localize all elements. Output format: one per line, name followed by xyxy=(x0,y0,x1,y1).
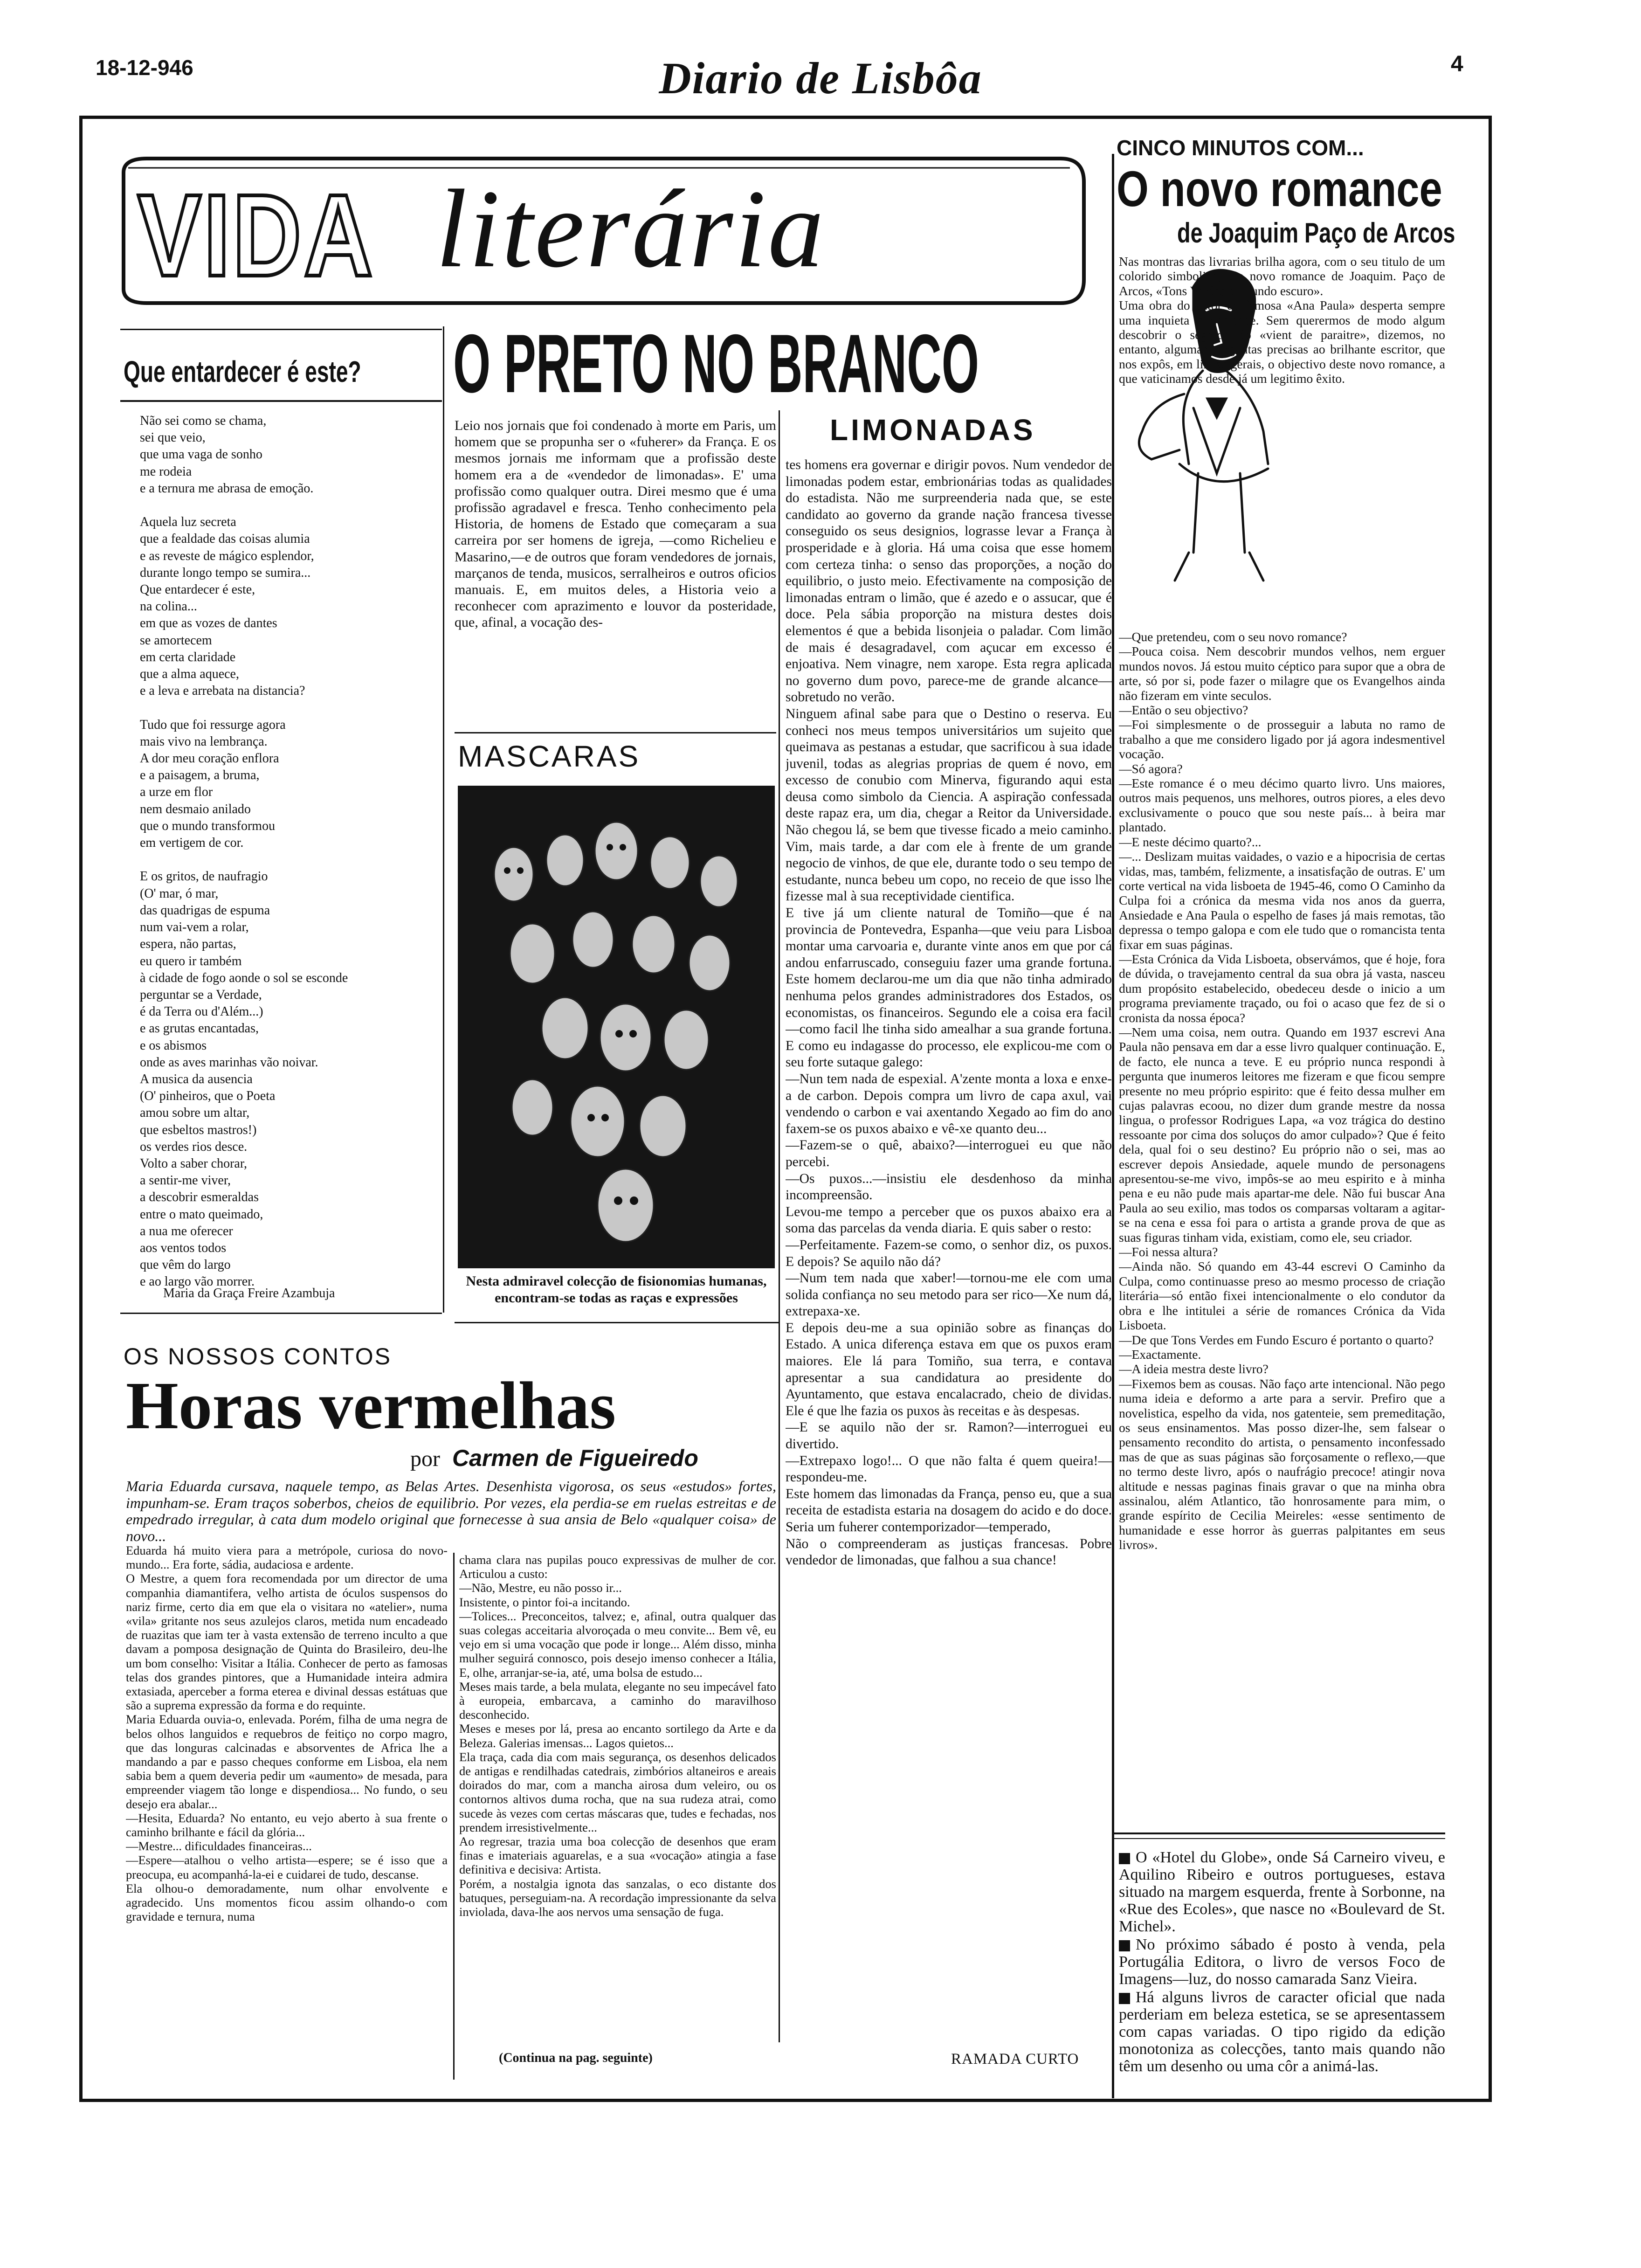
interview-divider xyxy=(1112,154,1114,2098)
poem-column-rule xyxy=(443,326,444,1313)
poem-author: Maria da Graça Freire Azambuja xyxy=(163,1286,335,1300)
poem-title: Que entardecer é este? xyxy=(124,355,361,388)
note-item xyxy=(1119,1849,1445,1935)
column-divider xyxy=(779,410,780,2042)
notes-list xyxy=(1119,1849,1445,2075)
column-title: O PRETO NO BRANCO xyxy=(453,317,979,410)
page-date: 18-12-946 xyxy=(96,55,193,80)
interview-subtitle: de Joaquim Paço de Arcos xyxy=(1177,217,1455,249)
column-author: RAMADA CURTO xyxy=(951,2051,1079,2067)
banner-literaria-word: literária xyxy=(436,166,826,290)
poem-bottom-rule xyxy=(120,1313,442,1314)
column-lead: Leio nos jornais que foi condenado à morte em Paris, um homem que se propunha ser o «fuherer» da França. E os mesmos jornais me informam que a profissão deste homem era a de «vendedor de limonadas». E' uma profissão como qualquer outra. Direi mesmo que é uma profissão agradavel e fresca. Tenho conhecimento pela Historia, de homens de Estado que começaram a sua carreira por ser homens de igreja, —como Richelieu e Masarino,—e de outros que foram vendedores de jornais, marçanos de tenda, musicos, serralheiros e outros oficios manuais. E, em muitos deles, a Historia veio a reconhecer com aprazimento e louvor da posteridade, que, afinal, a vocação des- xyxy=(455,418,776,630)
notes-rule-top xyxy=(1114,1832,1445,1834)
note-text: O «Hotel du Globe», onde Sá Carneiro viveu, e Aquilino Ribeiro e outros portugueses, estava situado na margem esquerda, frente à Sorbonne, na «Rue des Ecoles», que nasce no «Boulevard de St. Michel». xyxy=(1119,1849,1445,1935)
story-byline-author: Carmen de Figueiredo xyxy=(452,1445,698,1471)
masks-top-rule xyxy=(455,732,776,733)
masks-caption: Nesta admiravel colecção de fisionomias humanas, encontram-se todas as raças e expressões xyxy=(466,1273,767,1306)
story-byline xyxy=(410,1445,698,1472)
note-item xyxy=(1119,1989,1445,2075)
poem-top-rule xyxy=(120,329,442,330)
interview-title: O novo romance xyxy=(1117,160,1442,217)
story-column-1: Eduarda há muito viera para a metrópole, curiosa do novo-mundo... Era forte, sádia, audaciosa e ardente. O Mestre, a quem fora recomendada por um director de uma companhia diamantifera, velho artista de óculos suspensos do nariz firme, certo dia em que ela o visitara no «atelier», numa «vila» gritante nos seus azulejos claros, metida num encadeado de ruazitas que iam ter à vasta extensão de terreno inculto a que davam a pomposa designação de Quinta do Brasileiro, deu-lhe um bom conselho: Visitar a Itália. Conhecer de perto as famosas telas dos grandes pintores, que a Humanidade inteira admira extasiada, aperceber a forma eterea e divinal dessas estátuas que são a suprema expressão da forma e do requinte. Maria Eduarda ouvia-o, enlevada. Porém, filha de uma negra de belos olhos languidos e requebros de feitiço no corpo magro, que das longuras calcinadas e absorventes de Africa lhe a mandando a par e passo cheques conforme em Lisboa, ela nem sabia bem a quem deveria pedir um «aumento» de mesada, para empreender viagem tão longe e dispendiosa... No fundo, o seu desejo era abalar... —Hesita, Eduarda? No entanto, eu vejo aberto à sua frente o caminho brilhante e fácil da glória... —Mestre... dificuldades financeiras... —Espere—atalhou o velho artista—espere; se é isso que a preocupa, eu acompanhá-la-ei e cuidarei de tudo, descanse. Ela olhou-o demoradamente, num olhar envolvente e agradecido. Uns momentos ficou assim olhando-o com gravidade e ternura, numa xyxy=(126,1543,448,1924)
story-title: Horas vermelhas xyxy=(126,1369,616,1443)
story-continued: (Continua na pag. seguinte) xyxy=(499,2051,653,2065)
masthead: Diario de Lisbôa xyxy=(659,53,982,103)
notes-rule-top-inner xyxy=(1114,1838,1445,1839)
note-text: No próximo sábado é posto à venda, pela Portugália Editora, o livro de versos Foco de Imagens—luz, do nosso camarada Sanz Vieira. xyxy=(1119,1936,1445,1988)
poem-title-rule xyxy=(120,400,442,402)
poem-body: Não sei como se chama, sei que veio, que uma vaga de sonho me rodeia e a ternura me abrasa de emoção. Aquela luz secreta que a fealdade das coisas alumia e as reveste de mágico esplendor, durante longo tempo se sumira... Que entardecer é este, na colina... em que as vozes de dantes se amortecem em certa claridade que a alma aquece, e a leva e arrebata na distancia? Tudo que foi ressurge agora mais vivo na lembrança. A dor meu coração enflora e a paisagem, a bruma, a urze em flor nem desmaio anilado que o mundo transformou em vertigem de cor. E os gritos, de naufragio (O' mar, ó mar, das quadrigas de espuma num vai-vem a rolar, espera, não partas, eu quero ir também à cidade de fogo aonde o sol se esconde perguntar se a Verdade, é da Terra ou d'Além...) e as grutas encantadas, e os abismos onde as aves marinhas vão noivar. A musica da ausencia (O' pinheiros, que o Poeta amou sobre um altar, que esbeltos mastros!) os verdes rios desce. Volto a saber chorar, a sentir-me viver, a descobrir esmeraldas entre o mato queimado, a nua me oferecer aos ventos todos que vêm do largo e ao largo vão morrer. xyxy=(140,414,348,1289)
column-subtitle: LIMONADAS xyxy=(830,413,1036,447)
story-column-rule xyxy=(453,1553,455,2080)
interview-lead: Nas montras das livrarias brilha agora, com o seu titulo de um colorido simbolico, um novo romance de Joaquim. Paço de Arcos, «Tons Verdes em fundo escuro». Uma obra do autor da famosa «Ana Paula» desperta sempre uma inquieta curiosidade. Sem querermos de modo algum descobrir o segredo do «vient de paraitre», dizemos, no entanto, algumas perguntas precisas ao brilhante escritor, que nos expôs, em linhas gerais, o objectivo deste novo romance, a que vaticinamos desde já um legitimo êxito. xyxy=(1119,254,1445,386)
story-intro: Maria Eduarda cursava, naquele tempo, as Belas Artes. Desenhista vigorosa, os seus «estudos» fortes, impunham-se. Eram traços soberbos, cheios de equilibrio. Por vezes, ela perdia-se em ruelas estreitas e de empedrado irregular, à cata dum modelo original que fornecesse à sua ansia de Belo «qualquer coisa» de novo... xyxy=(126,1478,776,1544)
page-number: 4 xyxy=(1451,52,1463,76)
story-byline-prefix: por xyxy=(410,1446,440,1471)
masks-heading: MASCARAS xyxy=(458,740,641,773)
interview-body: —Que pretendeu, com o seu novo romance? —Pouca coisa. Nem descobrir mundos velhos, nem erguer mundos novos. Já estou muito céptico para supor que a obra de arte, só por si, pode fazer o milagre que os Evangelhos ainda não fizeram em vinte seculos. —Então o seu objectivo? —Foi simplesmente o de prosseguir a labuta no ramo de trabalho a que me considero ligado por já agora indesmentivel vocação. —Só agora? —Este romance é o meu décimo quarto livro. Uns maiores, outros mais pequenos, uns melhores, outros piores, a eles devo exclusivamente o pouco que sou neste país... à beira mar plantado. —E neste décimo quarto?... —... Deslizam muitas vaidades, o vazio e a hipocrisia de certas vidas, mas, também, felizmente, a insatisfação de outras. E' um corte vertical na vida lisboeta de 1945-46, como O Caminho da Culpa foi a crónica da mesma vida nos anos da guerra, Ansiedade e Ana Paula o espelho de fases já mais remotas, tão depressa o tempo galopa e com ele tudo que o romancista tenta fixar em suas páginas. —Esta Crónica da Vida Lisboeta, observámos, que é hoje, fora de dúvida, o travejamento central da sua obra já vasta, nasceu dum propósito estabelecido, obedeceu desde o inicio a um programa previamente traçado, ou foi o acaso que fez de si o cronista da nossa época? —Nem uma coisa, nem outra. Quando em 1937 escrevi Ana Paula não pensava em dar a esse livro qualquer continuação. E, de facto, ele nunca a teve. E eu próprio nunca respondi à pergunta que inumeros leitores me fizeram e que ficou sempre presente no meu próprio espirito: que é feito dessa mulher em cujas palavras ecoou, no dizer dum grande mestre da nossa lingua, o professor Rodrigues Lapa, «a voz trágica do destino ressoante por cima dos soluços do amor culpado»? Que é feito dela, qual foi o seu destino? Eu próprio não o sei, mas ao escrever depois Ansiedade, aquele mundo de personagens apresentou-se-me vivo, impôs-se ao meu espirito e à minha pena e eu não pude mais apartar-me dele. Não fui buscar Ana Paula ao seu exilio, mas todos os comparsas voltaram a agitar-se na cena e essa foi para o artista a grande prova de que as suas figuras tinham vida, existiam, como ele, seu criador. —Foi nessa altura? —Ainda não. Só quando em 43-44 escrevi O Caminho da Culpa, como continuasse preso ao mesmo processo de criação literária—só então fixei intencionalmente o elo condutor da obra e lhe intitulei a série de romances Crónica da Vida Lisboeta. —De que Tons Verdes em Fundo Escuro é portanto o quarto? —Exactamente. —A ideia mestra deste livro? —Fixemos bem as cousas. Não faço arte intencional. Não pego numa ideia e deformo a arte para a servir. Prefiro que a novelistica, espelho da vida, nos gatenteie, sem premeditação, os seus ensinamentos. Mas posso dizer-lhe, sem falsear o pensamento recondito do artista, o pensamento inconfessado mas de que as suas páginas são forçosamente o reflexo,—que no termo deste livro, após o naufrágio precoce! atingir nova altitude e nessas paginas finais gravar o que na minha obra assinalou, além Atlantico, tão honrosamente para mim, o grande espírito de Cecilia Meireles: «esse sentimento de humanidade e esse horror às guerras palpitantes em seus livros». xyxy=(1119,629,1445,1552)
story-column-2: chama clara nas pupilas pouco expressivas de mulher de cor. Articulou a custo: —Não, Mestre, eu não posso ir... Insistente, o pintor foi-a incitando. —Tolices... Preconceitos, talvez; e, afinal, outra qualquer das suas colegas acceitaria alvoroçada o meu convite... Bem vê, eu vejo em si uma vocação que pode ir longe... Além disso, minha mulher seguirá connosco, pois desejo imenso conhecer a Itália, E, olhe, arranjar-se-ia, até, uma bolsa de estudo... Meses mais tarde, a bela mulata, elegante no seu impecável fato à europeia, embarcava, a caminho do maravilhoso desconhecido. Meses e meses por lá, presa ao encanto sortilego da Arte e da Beleza. Galerias imensas... Lagos quietos... Ela traça, cada dia com mais segurança, os desenhos delicados de antigas e rendilhadas catedrais, zimbórios altaneiros e areais doirados do mar, com a mancha airosa dum veleiro, ou os contornos altivos duma rocha, que na sua rudeza atrai, como sucede às vezes com certas máscaras que, tudes e fechadas, nos prendem irresistivelmente... Ao regresar, trazia uma boa colecção de desenhos que eram finas e imateriais aguarelas, e a sua «vocação» atingia a fase definitiva e decisiva: Artista. Porém, a nostalgia ignota das sanzalas, o eco distante dos batuques, perseguiam-na. A recordação impressionante da selva inviolada, dava-lhe aos nervos uma sensação de fuga. xyxy=(459,1553,776,1919)
story-section: OS NOSSOS CONTOS xyxy=(124,1343,392,1369)
column-body: tes homens era governar e dirigir povos. Num vendedor de limonadas podem estar, embrionárias todas as qualidades do estadista. Não me surpreenderia nada que, se este candidato ao governo da grande nação francesa tivesse conseguido os seus designios, lograsse levar a França à prosperidade e à gloria. Há uma coisa que esse homem com certeza tinha: o senso das proporções, a noção do equilibrio, o justo meio. Efectivamente na composição de limonadas entram o limão, que é azedo e o assucar, que é doce. Pela sábia proporção na mistura destes dois elementos é que a bebida lisonjeia o paladar. Com limão de mais é desagradavel, com açucar em excesso é enjoativa. Nem vinagre, nem xarope. Esta regra aplicada no governo dum povo, parece-me de grande alcance—sobretudo no verão. Ninguem afinal sabe para que o Destino o reserva. Eu conheci nos meus tempos universitários um sujeito que queimava as pestanas a estudar, que sacrificou à sua idade juvenil, todas as alegrias proprias de quem é novo, em excesso de conubio com Minerva, figurando aqui esta deusa como simbolo da Ciencia. A aspiração confessada deste rapaz era, um dia, chegar a Reitor da Universidade. Não chegou lá, se bem que tivesse ficado a meio caminho. Vim, mais tarde, a dar com ele à frente de um grande negocio de vinhos, de que ele, durante todo o seu tempo de estudante, nunca bebeu um copo, no receio de que isso lhe fizesse mal à sua receptividade cientifica. E tive já um cliente natural de Tomiño—que é na provincia de Pontevedra, Espanha—que veiu para Lisboa montar uma carvoaria e, durante vinte anos em que por cá andou enfarruscado, conseguiu fazer uma grande fortuna. Este homem declarou-me um dia que não tinha admirado nenhuma pelos grandes administradores dos Estados, os economistas, os financeiros. Segundo ele a coisa era facil—como facil lhe tinha sido amealhar a sua grande fortuna. E como eu indagasse do processo, ele explicou-me com o seu forte sutaque galego: —Nun tem nada de espexial. A'zente monta a loxa e enxe-a de carbon. Depois compra um livro de capa axul, vai vendendo o carbon e vai axentando Xegado ao fim do ano faxem-se os puxos abaixo e vê-xe quanto deu... —Fazem-se o quê, abaixo?—interroguei eu que não percebi. —Os puxos...—insistiu ele desdenhoso da minha incompreensão. Levou-me tempo a perceber que os puxos abaixo era a soma das parcelas da venda diaria. E quis saber o resto: —Perfeitamente. Fazem-se como, o senhor diz, os puxos. E depois? Se aquilo não dá? —Num tem nada que xaber!—tornou-me ele com uma solida confiança no seu metodo para ser rico—Xe num dá, extrepaxa-xe. E depois deu-me a sua opinião sobre as finanças do Estado. A unica diferença estava em que os puxos eram maiores. Ele lá para Tomiño, sua terra, e contava apresentar a sua candidatura ao presidente do Ayuntamento, que estava encalacrado, cheio de dividas. Ele é que lhe fazia os puxos às receitas e às despesas. —E se aquilo não der sr. Ramon?—interroguei eu divertido. —Extrepaxo logo!... O que não falta é quem queira!—respondeu-me. Este homem das limonadas da França, penso eu, que a sua receita de estadista estaria na dosagem do acido e do doce. Seria um fuherer contemporizador—temperado, Não o compreenderam as justiças francesas. Pobre vendedor de limonadas, que falhou a sua chance! xyxy=(786,457,1112,1568)
note-item xyxy=(1119,1936,1445,1988)
vida-literaria-banner xyxy=(119,154,1089,310)
note-bullet-icon xyxy=(1119,1940,1130,1951)
masks-photo xyxy=(458,786,775,1268)
banner-vida-word: VIDA xyxy=(138,170,375,300)
note-bullet-icon xyxy=(1119,1993,1130,2004)
masks-photo-art xyxy=(458,786,775,1268)
interview-kicker: CINCO MINUTOS COM... xyxy=(1117,136,1364,160)
note-bullet-icon xyxy=(1119,1853,1130,1864)
note-text: Há alguns livros de caracter oficial que nada perderiam em beleza estetica, se se apresentassem com capas variadas. O tipo rigido da edição monotoniza as colecções, tanto mais quando não têm um desenho ou uma côr a animá-las. xyxy=(1119,1989,1445,2075)
masks-bottom-rule xyxy=(455,1322,779,1323)
